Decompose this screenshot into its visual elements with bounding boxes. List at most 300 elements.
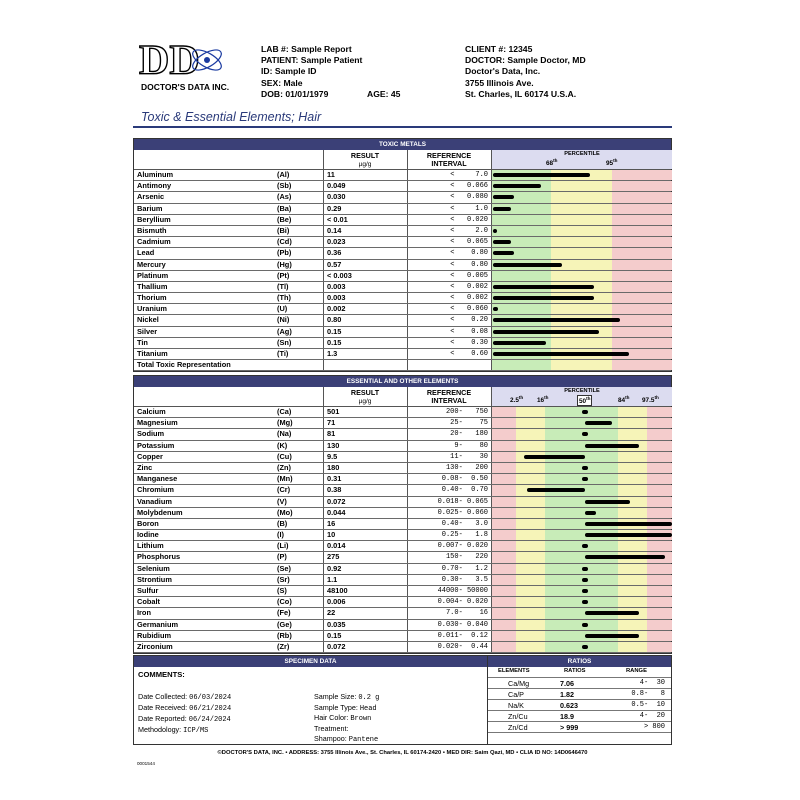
- reference-interval: < 0.08: [450, 327, 488, 336]
- column-divider: [407, 631, 408, 641]
- percentile-bar: [585, 634, 639, 638]
- toxic-column-header: [134, 150, 671, 170]
- column-divider: [407, 248, 408, 258]
- toxic-percentile-header: [491, 150, 672, 169]
- result-value: 0.15: [327, 337, 342, 347]
- essential-row-vanadium: [134, 497, 671, 508]
- result-value: 0.044: [327, 507, 346, 517]
- essential-unit: µg/g: [358, 398, 372, 405]
- element-name: Titanium: [137, 349, 168, 358]
- element-symbol: (I): [277, 530, 284, 540]
- reference-interval: 200- 750: [445, 408, 488, 416]
- column-divider: [407, 170, 408, 180]
- percentile-bar: [585, 500, 630, 504]
- percentile-bar: [585, 611, 639, 615]
- result-value: 48100: [327, 586, 348, 595]
- ratios-col-elements: ELEMENTS: [498, 668, 530, 674]
- percentile-zone: [647, 564, 672, 574]
- result-value: < 0.01: [327, 214, 348, 224]
- column-divider: [407, 620, 408, 630]
- element-symbol: (Hg): [277, 259, 292, 269]
- toxic-result-header: RESULT: [350, 151, 380, 160]
- percentile-zone: [491, 407, 516, 417]
- percentile-dot: [582, 578, 588, 582]
- element-symbol: (K): [277, 440, 288, 450]
- percentile-zone: [491, 631, 516, 641]
- column-divider: [491, 181, 492, 191]
- element-symbol: (Mo): [277, 507, 293, 517]
- percentile-zone: [516, 407, 545, 417]
- column-divider: [323, 204, 324, 214]
- result-value: 0.049: [327, 181, 346, 191]
- element-symbol: (Be): [277, 214, 292, 224]
- column-divider: [323, 597, 324, 607]
- ratio-range: 0.5- 10: [631, 701, 665, 709]
- section-title: Toxic & Essential Elements; Hair: [141, 110, 322, 124]
- percentile-zone: [551, 181, 613, 191]
- column-divider: [323, 349, 324, 359]
- percentile-zone: [551, 304, 613, 314]
- percentile-zone: [491, 564, 516, 574]
- column-divider: [491, 452, 492, 462]
- essential-row-rubidium: [134, 631, 671, 642]
- toxic-row-aluminum: [134, 170, 671, 181]
- essential-percentile-title: PERCENTILE: [564, 388, 600, 394]
- essential-row-zirconium: [134, 642, 671, 653]
- reference-interval: < 0.020: [450, 215, 488, 224]
- percentile-zone: [491, 485, 516, 495]
- element-symbol: (Pb): [277, 248, 292, 258]
- column-divider: [407, 429, 408, 439]
- toxic-unit: µg/g: [358, 161, 372, 168]
- result-value: 16: [327, 518, 336, 528]
- column-divider: [491, 315, 492, 325]
- percentile-zone: [647, 452, 672, 462]
- element-name: Zirconium: [137, 641, 173, 651]
- essential-reference-header-1: REFERENCE: [426, 388, 472, 397]
- essential-elements-table: [133, 375, 672, 654]
- result-value: 71: [327, 418, 336, 428]
- element-name: Nickel: [137, 315, 159, 325]
- column-divider: [323, 463, 324, 473]
- essential-column-header: [134, 387, 671, 407]
- column-divider: [407, 485, 408, 495]
- essential-rows: [134, 407, 671, 653]
- column-divider: [407, 282, 408, 292]
- column-divider: [407, 508, 408, 518]
- total-toxic-row: [134, 360, 671, 371]
- percentile-zone: [647, 586, 672, 596]
- ratio-range: 4- 30: [639, 679, 665, 687]
- reference-interval: < 0.065: [450, 238, 488, 247]
- patient-line: [261, 89, 362, 100]
- essential-row-iron: [134, 608, 671, 619]
- client-line: [465, 89, 586, 100]
- percentile-zone: [551, 192, 613, 202]
- specimen-label: Date Collected:: [138, 692, 188, 701]
- column-divider: [323, 530, 324, 540]
- specimen-date-collected: [138, 692, 231, 702]
- percentile-zone: [618, 485, 647, 495]
- element-name: Tin: [137, 337, 148, 347]
- percentile-zone: [491, 215, 551, 225]
- element-name: Magnesium: [137, 418, 178, 428]
- percentile-zone: [491, 597, 516, 607]
- specimen-value: 0.2 g: [358, 694, 380, 702]
- column-divider: [323, 441, 324, 451]
- percentile-zone: [516, 530, 545, 540]
- percentile-dot: [582, 645, 588, 649]
- document-code: 0001544: [137, 761, 155, 766]
- column-divider: [407, 597, 408, 607]
- percentile-zone: [612, 282, 672, 292]
- result-value: 0.003: [327, 293, 346, 303]
- percentile-zone: [618, 586, 647, 596]
- column-divider: [407, 349, 408, 359]
- percentile-zone: [516, 631, 545, 641]
- percentile-zone: [612, 271, 672, 281]
- essential-elements-title: ESSENTIAL AND OTHER ELEMENTS: [134, 376, 671, 387]
- percentile-zone: [551, 237, 613, 247]
- result-value: 275: [327, 552, 340, 562]
- element-name: Sulfur: [137, 586, 159, 595]
- column-divider: [323, 293, 324, 303]
- essential-row-copper: [134, 452, 671, 463]
- ratio-row-zn-cu: [488, 711, 671, 722]
- element-symbol: (V): [277, 496, 287, 506]
- ratio-element: Zn/Cd: [508, 723, 528, 732]
- client-line: [465, 44, 586, 55]
- percentile-zone: [516, 519, 545, 529]
- specimen-sample-size: [314, 692, 379, 702]
- reference-interval: 44000- 50000: [437, 587, 488, 595]
- patient-label: PATIENT:: [261, 55, 299, 66]
- result-value: 0.072: [327, 641, 346, 651]
- specimen-value: Pantene: [348, 736, 379, 744]
- column-divider: [407, 474, 408, 484]
- column-divider: [407, 564, 408, 574]
- element-symbol: (Co): [277, 597, 292, 607]
- essential-row-selenium: [134, 564, 671, 575]
- result-value: 9.5: [327, 451, 338, 461]
- essential-row-sulfur: [134, 586, 671, 597]
- reference-interval: 9- 80: [445, 441, 488, 450]
- percentile-bar: [493, 318, 620, 322]
- percentile-zone: [618, 463, 647, 473]
- percentile-zone: [647, 497, 672, 507]
- percentile-zone: [491, 304, 551, 314]
- ratio-element: Na/K: [508, 701, 524, 710]
- reference-interval: 0.30- 3.5: [441, 575, 488, 584]
- percentile-zone: [491, 608, 516, 618]
- toxic-row-arsenic: [134, 192, 671, 203]
- element-symbol: (Na): [277, 429, 292, 439]
- ratio-element: Ca/P: [508, 690, 524, 699]
- element-symbol: (As): [277, 192, 292, 202]
- percentile-zone: [516, 508, 545, 518]
- percentile-zone: [647, 441, 672, 451]
- percentile-zone: [612, 293, 672, 303]
- toxic-metals-title: TOXIC METALS: [134, 139, 671, 150]
- column-divider: [323, 304, 324, 314]
- percentile-zone: [551, 226, 613, 236]
- specimen-label: Methodology:: [138, 725, 182, 734]
- percentile-zone: [647, 541, 672, 551]
- toxic-row-thallium: [134, 282, 671, 293]
- specimen-value: 06/24/2024: [188, 716, 231, 724]
- percentile-zone: [491, 463, 516, 473]
- column-divider: [323, 575, 324, 585]
- result-value: 0.014: [327, 541, 346, 551]
- percentile-zone: [647, 508, 672, 518]
- column-divider: [491, 226, 492, 236]
- column-divider: [491, 631, 492, 641]
- element-name: Vanadium: [137, 496, 172, 506]
- element-symbol: (P): [277, 552, 287, 562]
- reference-interval: < 0.080: [450, 193, 488, 202]
- result-value: 0.023: [327, 237, 346, 247]
- element-name: Barium: [137, 203, 163, 213]
- element-symbol: (Sn): [277, 337, 292, 347]
- doctors-data-logo: [137, 40, 245, 98]
- element-name: Silver: [137, 326, 158, 336]
- element-symbol: (Tl): [277, 281, 289, 291]
- specimen-data-title: SPECIMEN DATA: [134, 656, 487, 667]
- result-value: 0.006: [327, 597, 346, 607]
- percentile-zone: [491, 620, 516, 630]
- percentile-zone: [618, 452, 647, 462]
- percentile-zone: [516, 418, 545, 428]
- element-symbol: (Pt): [277, 270, 290, 280]
- column-divider: [407, 418, 408, 428]
- reference-interval: < 0.002: [450, 294, 488, 303]
- patient-line: [261, 44, 362, 55]
- column-divider: [323, 642, 324, 652]
- percentile-zone: [647, 620, 672, 630]
- element-name: Cadmium: [137, 237, 171, 247]
- column-divider: [407, 204, 408, 214]
- patient-value: Sample Patient: [300, 55, 363, 66]
- percentile-zone: [612, 215, 672, 225]
- patient-label: ID:: [261, 66, 273, 77]
- percentile-zone: [647, 642, 672, 652]
- client-value: St. Charles, IL 60174 U.S.A.: [465, 88, 577, 99]
- percentile-zone: [612, 192, 672, 202]
- column-divider: [491, 597, 492, 607]
- ratio-row-ca-mg: [488, 678, 671, 689]
- percentile-zone: [491, 452, 516, 462]
- element-symbol: (Ni): [277, 315, 290, 325]
- percentile-mark-16: 16th: [537, 395, 549, 405]
- column-divider: [323, 215, 324, 225]
- column-divider: [491, 248, 492, 258]
- ratios-panel: [488, 655, 672, 745]
- specimen-label: Sample Type:: [314, 702, 358, 712]
- logo-text: DOCTOR'S DATA INC.: [141, 82, 230, 92]
- element-symbol: (S): [277, 586, 287, 595]
- toxic-row-silver: [134, 327, 671, 338]
- percentile-zone: [612, 226, 672, 236]
- column-divider: [323, 327, 324, 337]
- percentile-mark-2-5: 2.5th: [510, 395, 524, 405]
- element-symbol: (Mg): [277, 418, 293, 428]
- ratios-column-header: [488, 667, 671, 678]
- percentile-zone: [612, 260, 672, 270]
- percentile-bar: [493, 240, 511, 244]
- percentile-zone: [612, 181, 672, 191]
- column-divider: [323, 271, 324, 281]
- element-symbol: (U): [277, 304, 288, 314]
- column-divider: [407, 586, 408, 596]
- reference-interval: < 7.0: [450, 171, 488, 179]
- element-name: Bismuth: [137, 225, 167, 235]
- percentile-zone: [491, 541, 516, 551]
- element-name: Thallium: [137, 281, 168, 291]
- element-symbol: (Cu): [277, 451, 292, 461]
- element-name: Iodine: [137, 530, 159, 540]
- percentile-bar: [493, 263, 562, 267]
- result-value: 0.92: [327, 563, 342, 573]
- percentile-zone: [491, 474, 516, 484]
- column-divider: [407, 552, 408, 562]
- essential-reference-header-2: INTERVAL: [431, 396, 467, 405]
- column-divider: [323, 181, 324, 191]
- percentile-zone: [612, 315, 672, 325]
- result-value: 81: [327, 429, 336, 439]
- result-value: 0.14: [327, 225, 342, 235]
- ratio-element: Zn/Cu: [508, 712, 528, 721]
- column-divider: [491, 293, 492, 303]
- patient-value: 01/01/1979: [285, 88, 329, 99]
- specimen-label: Shampoo:: [314, 734, 347, 743]
- column-divider: [491, 327, 492, 337]
- specimen-label: Hair Color:: [314, 713, 349, 722]
- toxic-row-barium: [134, 204, 671, 215]
- result-value: 0.38: [327, 485, 342, 495]
- client-value: Doctor's Data, Inc.: [465, 66, 541, 77]
- column-divider: [491, 620, 492, 630]
- element-name: Sodium: [137, 429, 165, 439]
- essential-row-iodine: [134, 530, 671, 541]
- column-divider: [323, 260, 324, 270]
- client-label: CLIENT #:: [465, 44, 507, 54]
- element-symbol: (Cr): [277, 485, 291, 495]
- essential-row-calcium: [134, 407, 671, 418]
- essential-row-phosphorus: [134, 552, 671, 563]
- column-divider: [407, 315, 408, 325]
- element-symbol: (Li): [277, 541, 289, 551]
- percentile-dot: [582, 466, 588, 470]
- result-value: 1.1: [327, 574, 338, 584]
- column-divider: [407, 608, 408, 618]
- element-symbol: (Th): [277, 293, 291, 303]
- percentile-zone: [618, 575, 647, 585]
- toxic-row-antimony: [134, 181, 671, 192]
- column-divider: [407, 360, 408, 370]
- percentile-zone: [612, 237, 672, 247]
- percentile-zone: [618, 508, 647, 518]
- reference-interval: 20- 180: [445, 430, 488, 439]
- reference-interval: 0.08- 0.50: [441, 475, 488, 484]
- percentile-zone: [551, 215, 613, 225]
- percentile-zone: [516, 564, 545, 574]
- element-name: Cobalt: [137, 597, 160, 607]
- column-divider: [323, 497, 324, 507]
- specimen-value: Head: [359, 704, 377, 713]
- patient-label: SEX:: [261, 77, 282, 88]
- percentile-bar: [493, 341, 546, 345]
- column-divider: [407, 407, 408, 417]
- column-divider: [323, 282, 324, 292]
- specimen-methodology: [138, 725, 208, 735]
- reference-interval: < 0.060: [450, 305, 488, 314]
- percentile-zone: [516, 441, 545, 451]
- element-name: Manganese: [137, 474, 178, 484]
- reference-interval: 0.030- 0.040: [437, 620, 488, 629]
- column-divider: [323, 586, 324, 596]
- result-value: 0.29: [327, 203, 342, 213]
- percentile-zone: [491, 360, 551, 370]
- column-divider: [407, 463, 408, 473]
- column-divider: [491, 360, 492, 370]
- column-divider: [323, 226, 324, 236]
- percentile-zone: [516, 541, 545, 551]
- percentile-bar: [493, 207, 511, 211]
- percentile-zone: [647, 597, 672, 607]
- result-value: 0.15: [327, 630, 342, 640]
- percentile-zone: [545, 508, 617, 518]
- percentile-zone: [491, 519, 516, 529]
- toxic-percentile-title: PERCENTILE: [564, 151, 600, 157]
- total-toxic-label: Total Toxic Representation: [137, 360, 231, 370]
- column-divider: [407, 530, 408, 540]
- result-value: 10: [327, 530, 336, 540]
- specimen-label: Date Received:: [138, 703, 188, 712]
- patient-value: Sample ID: [274, 66, 317, 77]
- percentile-zone: [516, 497, 545, 507]
- reference-interval: < 2.0: [450, 226, 488, 235]
- element-name: Antimony: [137, 181, 172, 191]
- column-divider: [407, 192, 408, 202]
- element-name: Strontium: [137, 574, 172, 584]
- element-symbol: (B): [277, 518, 288, 528]
- specimen-value: ICP/MS: [183, 727, 209, 735]
- percentile-zone: [618, 429, 647, 439]
- ratio-value: 1.82: [560, 690, 574, 699]
- column-divider: [323, 192, 324, 202]
- percentile-zone: [491, 552, 516, 562]
- patient-info: [261, 44, 362, 100]
- column-divider: [491, 508, 492, 518]
- percentile-bar: [585, 533, 672, 537]
- result-value: 0.002: [327, 304, 346, 314]
- percentile-dot: [582, 600, 588, 604]
- result-value: 0.36: [327, 248, 342, 258]
- client-line: [465, 66, 586, 77]
- column-divider: [323, 552, 324, 562]
- percentile-mark-50: 50th: [579, 396, 591, 406]
- column-divider: [491, 215, 492, 225]
- percentile-zone: [647, 608, 672, 618]
- toxic-row-uranium: [134, 304, 671, 315]
- percentile-dot: [582, 589, 588, 593]
- patient-label: DOB:: [261, 88, 283, 99]
- percentile-zone: [647, 474, 672, 484]
- element-symbol: (Rb): [277, 630, 292, 640]
- essential-row-magnesium: [134, 418, 671, 429]
- column-divider: [407, 181, 408, 191]
- element-name: Aluminum: [137, 170, 174, 179]
